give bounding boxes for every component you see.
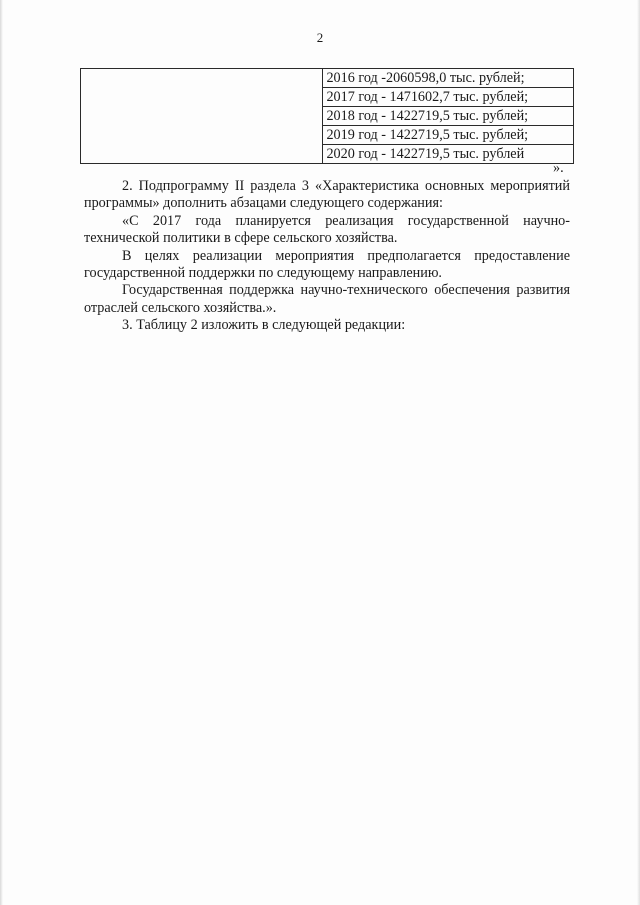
scan-edge-left xyxy=(0,0,3,905)
closing-quote: ». xyxy=(553,160,564,176)
paragraph: 2. Подпрограмму II раздела 3 «Характеристика основных мероприятий программы» дополнить абзацами следующего содержания: xyxy=(84,178,570,212)
funding-year-line: 2017 год - 1471602,7 тыс. рублей; xyxy=(323,88,573,107)
body-text xyxy=(84,178,570,335)
table-right-cell xyxy=(323,69,574,164)
table-row xyxy=(81,69,574,164)
funding-table xyxy=(80,68,574,164)
paragraph: В целях реализации мероприятия предполагается предоставление государственной поддержки по следующему направлению. xyxy=(84,247,570,282)
paragraph: «С 2017 года планируется реализация государственной научно-технической политики в сфере сельского хозяйства. xyxy=(84,212,570,247)
page-number: 2 xyxy=(316,30,324,45)
funding-year-line: 2019 год - 1422719,5 тыс. рублей; xyxy=(323,126,573,145)
funding-year-line: 2016 год -2060598,0 тыс. рублей; xyxy=(323,69,573,88)
paragraph: 3. Таблицу 2 изложить в следующей редакции: xyxy=(122,317,406,334)
funding-year-line: 2018 год - 1422719,5 тыс. рублей; xyxy=(323,107,573,126)
paragraph: Государственная поддержка научно-технического обеспечения развития отраслей сельского хозяйства.». xyxy=(84,282,570,316)
table-left-cell xyxy=(81,69,323,164)
funding-year-line: 2020 год - 1422719,5 тыс. рублей xyxy=(326,146,525,162)
